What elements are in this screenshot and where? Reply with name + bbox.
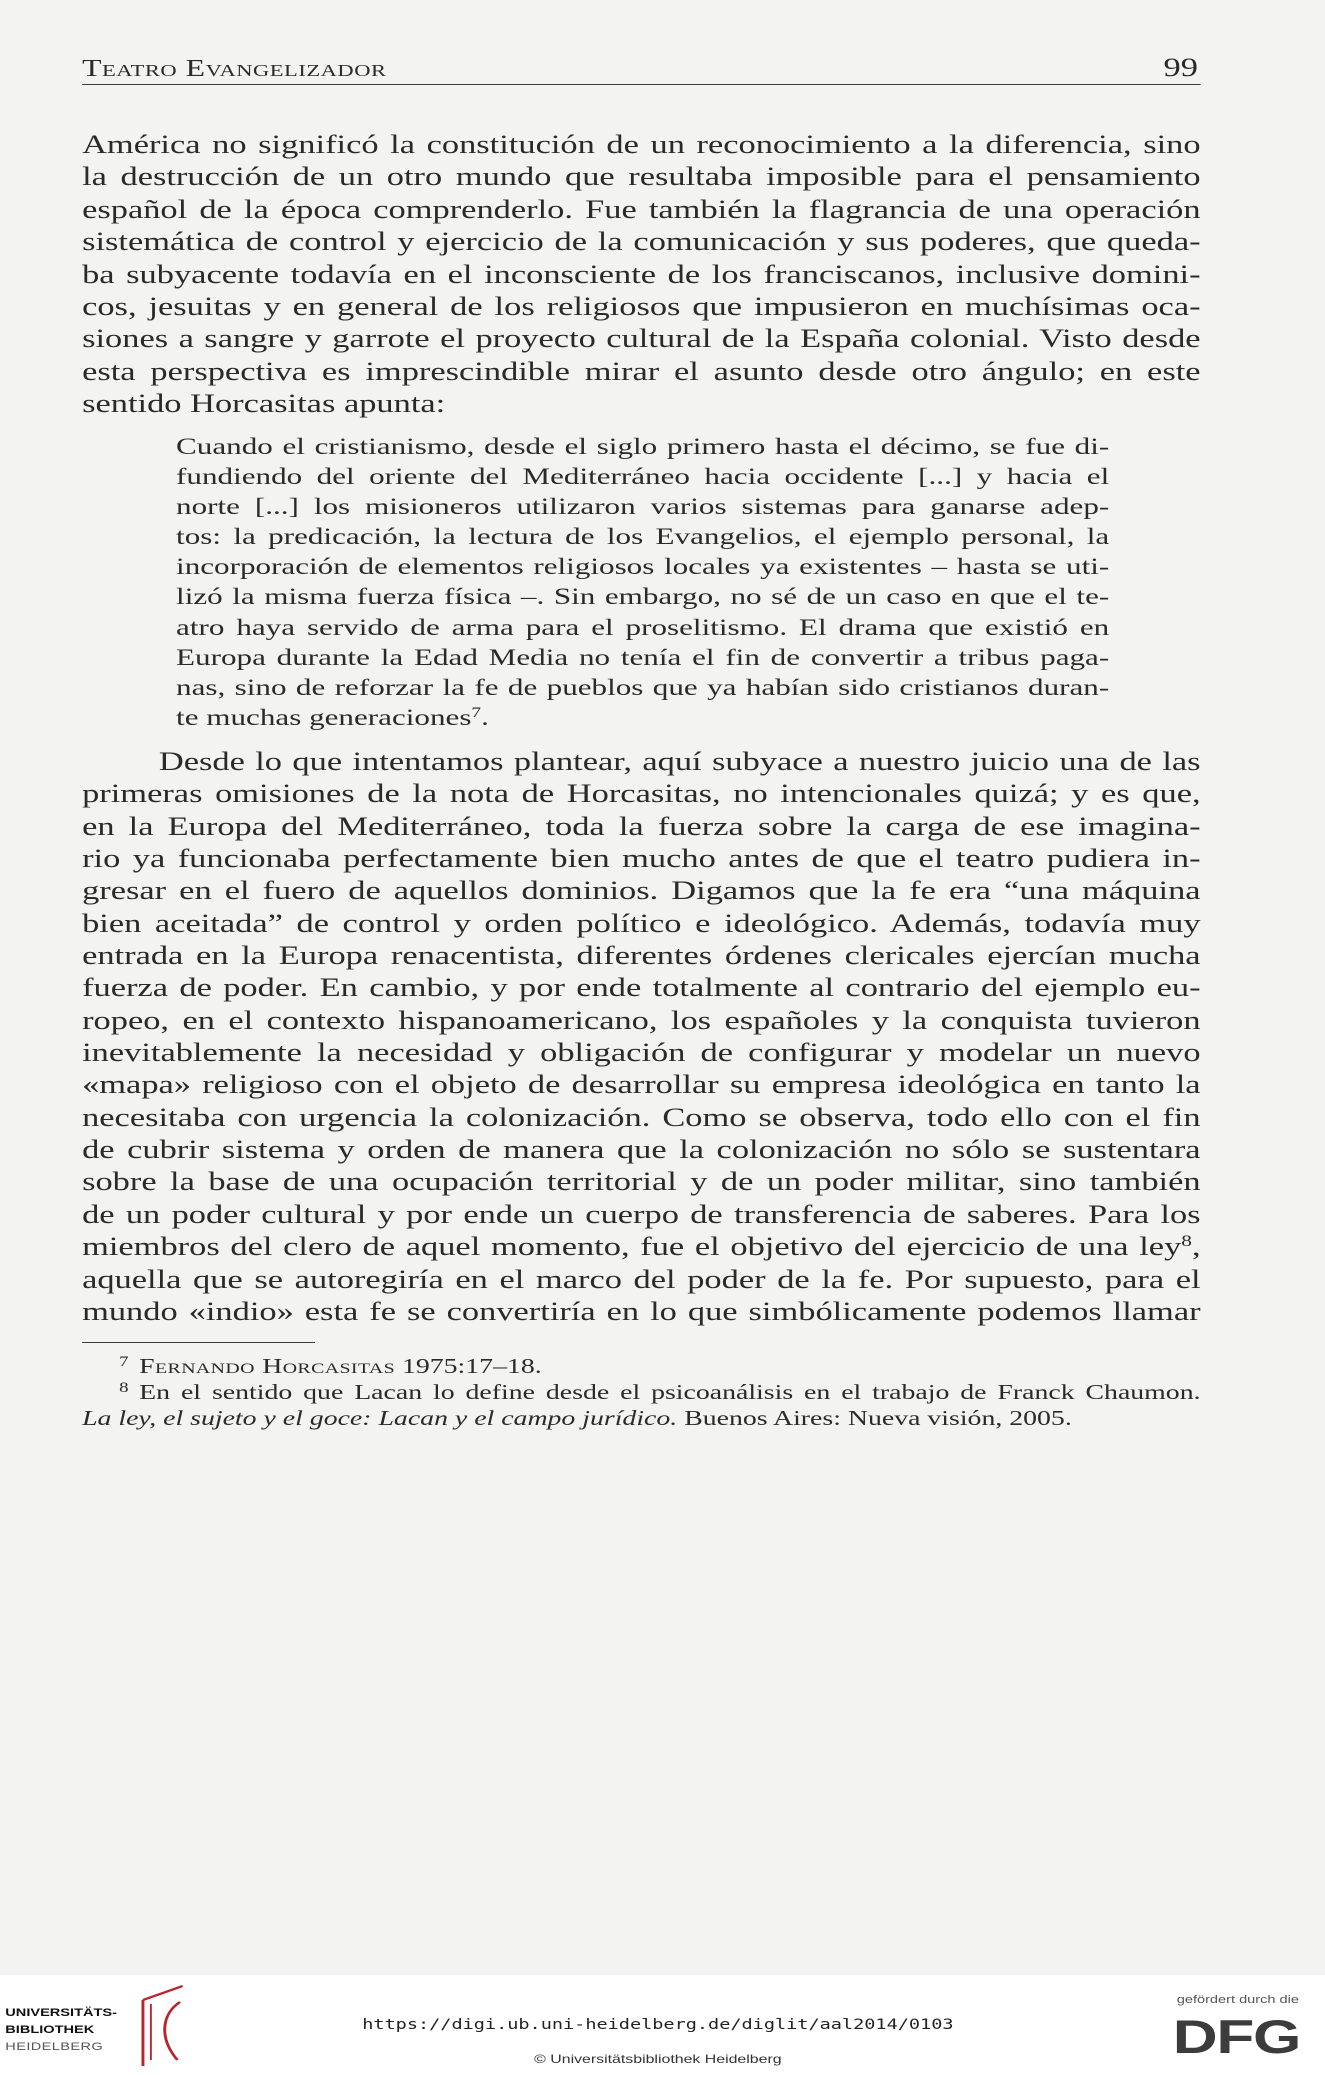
- footnote-reference[interactable]: 7: [471, 704, 482, 721]
- text-line: bien aceitada” de control y orden político e ideológico. Además, todavía muy: [82, 908, 1201, 938]
- footnote-reference[interactable]: 8: [1181, 1233, 1192, 1251]
- header-rule: [82, 84, 1201, 85]
- text-line: norte [...] los misioneros utilizaron varios sistemas para ganarse adep-: [176, 494, 1110, 521]
- text-line: [82, 1231, 1201, 1263]
- text-line: atro haya servido de arma para el proselitismo. El drama que existió en: [176, 614, 1110, 641]
- footnote-rule: [82, 1342, 315, 1343]
- footnote-book-title: La ley, el sujeto y el goce: Lacan y el campo jurídico.: [82, 1406, 678, 1430]
- text-line: rio ya funcionaba perfectamente bien mucho antes de que el teatro pudiera in-: [82, 844, 1201, 874]
- footnote-number: 7: [119, 1353, 129, 1370]
- library-logo[interactable]: [5, 2005, 137, 2056]
- footnote-8-continuation: [82, 1405, 1201, 1431]
- permalink-url[interactable]: https://digi.ub.uni-heidelberg.de/diglit/aal2014/0103: [362, 2017, 954, 2033]
- text-line: siones a sangre y garrote el proyecto cultural de la España colonial. Visto desde: [82, 324, 1201, 354]
- text-line: sobre la base de una ocupación territorial y de un poder militar, sino también: [82, 1167, 1201, 1197]
- text-line: [176, 703, 1109, 733]
- text-line: lizó la misma fuerza física –. Sin embargo, no sé de un caso en que el te-: [176, 584, 1110, 611]
- text-line: América no significó la constitución de un reconocimiento a la diferencia, sino: [82, 130, 1201, 159]
- footnote-7: [82, 1353, 1201, 1379]
- footnote-text: En el sentido que Lacan lo define desde el psicoanálisis en el trabajo de Franck Chaumon.: [139, 1380, 1201, 1404]
- text-line: tos: la predicación, la lectura de los Evangelios, el ejemplo personal, la: [176, 524, 1110, 551]
- text-line: esta perspectiva es imprescindible mirar el asunto desde otro ángulo; en este: [82, 356, 1201, 386]
- library-logo-line: UNIVERSITÄTS-: [5, 2007, 117, 2019]
- text-line: primeras omisiones de la nota de Horcasitas, no intencionales quizá; y es que,: [82, 779, 1201, 809]
- text-line: de cubrir sistema y orden de manera que la colonización no sólo se sustentara: [82, 1135, 1201, 1165]
- text-line: necesitaba con urgencia la colonización. Como se observa, todo ello con el fin: [82, 1102, 1201, 1132]
- dfg-logo[interactable]: DFG: [1172, 2010, 1301, 2063]
- text-line: cos, jesuitas y en general de los religiosos que impusieron en muchísimas oca-: [82, 291, 1201, 321]
- text-line: entrada en la Europa renacentista, diferentes órdenes clericales ejercían mucha: [82, 941, 1201, 971]
- paragraph: [82, 129, 1201, 421]
- text-line-punctuation: .: [481, 704, 489, 731]
- library-logo-line: HEIDELBERG: [5, 2041, 104, 2053]
- running-title: Teatro Evangelizador: [82, 56, 387, 82]
- text-line: español de la época comprenderlo. Fue también la flagrancia de una operación: [82, 194, 1201, 224]
- text-line: la destrucción de un otro mundo que resultaba imposible para el pensamiento: [82, 162, 1201, 192]
- text-line: nas, sino de reforzar la fe de pueblos que ya habían sido cristianos duran-: [176, 674, 1110, 701]
- text-line-content: miembros del clero de aquel momento, fue el objetivo del ejercicio de una ley: [82, 1232, 1182, 1262]
- text-line: Europa durante la Edad Media no tenía el fin de convertir a tribus paga-: [176, 644, 1110, 671]
- text-line: Desde lo que intentamos plantear, aquí subyace a nuestro juicio una de las: [158, 747, 1201, 776]
- footnote-8: [82, 1379, 1201, 1405]
- text-line: fundiendo del oriente del Mediterráneo hacia occidente [...] y hacia el: [176, 464, 1110, 491]
- text-line: Cuando el cristianismo, desde el siglo primero hasta el décimo, se fue di-: [176, 434, 1110, 460]
- footnote-citation: 1975:17–18.: [395, 1354, 542, 1378]
- text-line: incorporación de elementos religiosos locales ya existentes – hasta se uti-: [176, 554, 1110, 581]
- text-line: ba subyacente todavía en el inconsciente de los franciscanos, inclusive domini-: [82, 259, 1201, 289]
- footnotes: [82, 1353, 1201, 1431]
- running-head: [82, 52, 1201, 84]
- text-line: aquella que se autoregiría en el marco del poder de la fe. Por supuesto, para el: [82, 1264, 1201, 1294]
- footnote-number: 8: [119, 1379, 129, 1396]
- page-number: 99: [1163, 53, 1198, 82]
- text-line: de un poder cultural y por ende un cuerpo de transferencia de saberes. Para los: [82, 1199, 1201, 1229]
- block-quote: [176, 432, 1109, 733]
- text-line: en la Europa del Mediterráneo, toda la fuerza sobre la carga de ese imagina-: [82, 811, 1201, 841]
- text-line: ropeo, en el contexto hispanoamericano, los españoles y la conquista tuvieron: [82, 1005, 1201, 1035]
- footnote-publication: Buenos Aires: Nueva visión, 2005.: [677, 1406, 1072, 1430]
- copyright-notice: © Universitätsbibliothek Heidelberg: [534, 2052, 782, 2066]
- paragraph: [82, 746, 1201, 1328]
- text-line: sistemática de control y ejercicio de la comunicación y sus poderes, que queda-: [82, 227, 1201, 257]
- text-line: «mapa» religioso con el objeto de desarrollar su empresa ideológica en tanto la: [82, 1070, 1201, 1100]
- text-line: sentido Horcasitas apunta:: [82, 389, 446, 419]
- text-line-content: te muchas generaciones: [176, 704, 472, 731]
- footnote-author: Fernando Horcasitas: [139, 1354, 396, 1378]
- funding-label: gefördert durch die: [1176, 1994, 1299, 2006]
- text-line: mundo «indio» esta fe se convertiría en lo que simbólicamente podemos llamar: [82, 1296, 1201, 1326]
- library-logo-line: BIBLIOTHEK: [5, 2024, 95, 2036]
- ub-heidelberg-bracket-icon: [132, 1980, 190, 2070]
- text-line-punctuation: ,: [1191, 1232, 1201, 1262]
- text-line: gresar en el fuero de aquellos dominios. Digamos que la fe era “una máquina: [82, 876, 1201, 906]
- text-line: fuerza de poder. En cambio, y por ende totalmente al contrario del ejemplo eu-: [82, 973, 1201, 1003]
- text-line: inevitablemente la necesidad y obligación de configurar y modelar un nuevo: [82, 1038, 1201, 1068]
